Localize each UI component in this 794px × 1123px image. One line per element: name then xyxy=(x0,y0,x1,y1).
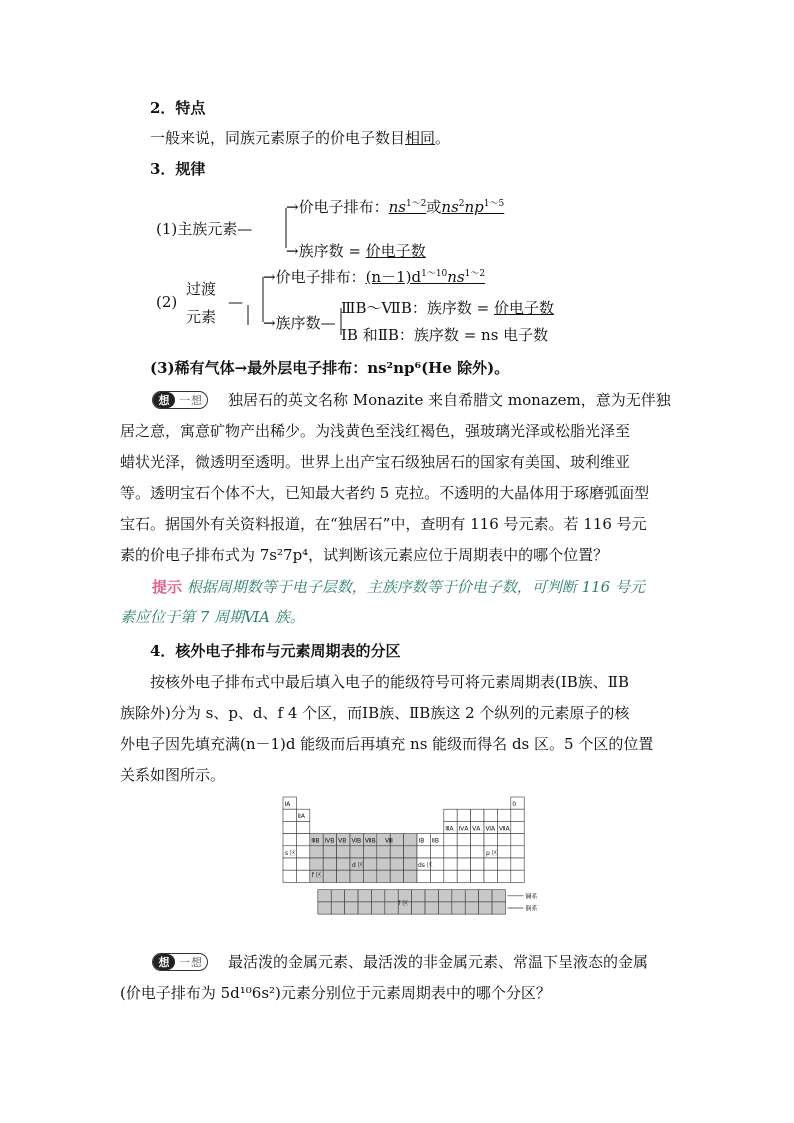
formula-sup: 2 xyxy=(458,199,465,209)
group-label: ⅥA xyxy=(485,825,496,833)
table-cell xyxy=(404,870,417,882)
rule1-branch2 xyxy=(286,240,426,261)
formula-part: ns xyxy=(441,198,459,216)
table-cell xyxy=(390,858,403,870)
table-cell xyxy=(350,846,363,858)
formula-part: np xyxy=(464,198,484,216)
f-block-cell xyxy=(425,890,438,902)
table-cell xyxy=(497,809,510,821)
text-segment: 一般来说，同族元素原子的价电子数目 xyxy=(150,129,406,147)
table-cell xyxy=(457,846,470,858)
table-cell xyxy=(444,870,457,882)
table-cell xyxy=(444,846,457,858)
table-cell xyxy=(404,834,417,846)
think-badge-key: 想 xyxy=(153,954,175,970)
rule2-branch2: →族序数— xyxy=(263,314,336,332)
formula-sup: 1～10 xyxy=(421,269,448,279)
formula-sup: 1～5 xyxy=(483,199,505,209)
table-cell xyxy=(323,858,336,870)
group-label: ⅤA xyxy=(472,825,481,833)
table-cell xyxy=(471,870,484,882)
hint-label: 提示 xyxy=(152,578,183,596)
f-block-cell xyxy=(452,902,465,914)
f-block-cell xyxy=(492,902,505,914)
table-cell xyxy=(484,858,497,870)
group-label: ⅥB xyxy=(351,837,362,845)
hint-text: 根据周期数等于电子层数，主族序数等于价电子数，可判断 116 号元 xyxy=(186,578,645,596)
table-cell xyxy=(457,809,470,821)
table-cell xyxy=(363,858,376,870)
underlined-answer: 相同 xyxy=(405,129,436,147)
table-cell xyxy=(430,846,443,858)
legend-label: 镧系 xyxy=(525,893,538,901)
formula-sup: 1～2 xyxy=(405,199,427,209)
group-label: ⅢA xyxy=(445,825,454,833)
think1-line: 蜡状光泽，微透明至透明。世界上出产宝石级独居石的国家有美国、玻利维亚 xyxy=(120,453,631,471)
block-label-f-main: f 区 xyxy=(311,871,322,879)
rule2-dash: — xyxy=(228,293,243,311)
table-cell xyxy=(417,870,430,882)
table-cell xyxy=(377,846,390,858)
table-cell xyxy=(457,870,470,882)
sec4-line: 族除外)分为 s、p、d、f 4 个区，而ⅠB族、ⅡB族这 2 个纵列的元素原子的核 xyxy=(120,704,630,722)
table-cell xyxy=(310,846,323,858)
f-block-cell xyxy=(438,890,451,902)
table-cell xyxy=(363,870,376,882)
sec4-line: 外电子因先填充满(n－1)d 能级而后再填充 ns 能级而得名 ds 区。5 个区的位置 xyxy=(120,735,654,753)
table-cell xyxy=(471,858,484,870)
f-block-cell xyxy=(371,890,384,902)
f-block-cell xyxy=(331,902,344,914)
think1-line: 宝石。据国外有关资料报道，在“独居石”中，查明有 116 号元素。若 116 号元 xyxy=(120,515,647,533)
think1-line: 独居石的英文名称 Monazite 来自希腊文 monazem，意为无伴独 xyxy=(228,391,671,409)
f-block-cell xyxy=(479,890,492,902)
think-badge xyxy=(152,391,208,409)
section-heading-2: 2．特点 xyxy=(150,99,206,117)
think1-line: 等。透明宝石个体不大，已知最大者约 5 克拉。不透明的大晶体用于琢磨弧面型 xyxy=(120,484,650,502)
table-cell xyxy=(296,870,309,882)
group-label: ⅣA xyxy=(458,825,469,833)
table-cell xyxy=(484,834,497,846)
group-label: ⅠA xyxy=(284,801,291,808)
table-cell xyxy=(511,858,524,870)
table-cell xyxy=(337,870,350,882)
table-cell xyxy=(283,809,296,821)
formula-part: ns xyxy=(388,198,406,216)
table-cell xyxy=(471,809,484,821)
f-block-cell xyxy=(331,890,344,902)
group-label: ⅦA xyxy=(498,825,510,833)
table-cell xyxy=(417,846,430,858)
table-cell xyxy=(471,834,484,846)
group-label: ⅣB xyxy=(324,837,335,845)
rule2-num: (2) xyxy=(156,293,178,311)
table-cell xyxy=(404,846,417,858)
rule3-text: (3)稀有气体→最外层电子排布：ns²np⁶(He 除外)。 xyxy=(150,359,510,377)
table-cell xyxy=(377,858,390,870)
f-block-cell xyxy=(358,902,371,914)
f-block-cell xyxy=(412,902,425,914)
f-block-cell xyxy=(385,902,398,914)
think1-line: 居之意，寓意矿物产出稀少。为浅黄色至浅红褐色，强玻璃光泽或松脂光泽至 xyxy=(120,422,631,440)
f-block-cell xyxy=(425,902,438,914)
table-cell xyxy=(457,858,470,870)
f-block-cell xyxy=(465,890,478,902)
table-cell xyxy=(296,858,309,870)
group-label: ⅡA xyxy=(297,813,305,821)
table-cell xyxy=(444,809,457,821)
table-cell xyxy=(511,821,524,833)
f-block-cell xyxy=(452,890,465,902)
text-segment: ⅢB～ⅦB：族序数 = xyxy=(341,299,494,317)
table-cell xyxy=(363,846,376,858)
table-cell xyxy=(444,858,457,870)
table-cell xyxy=(296,821,309,833)
table-cell xyxy=(323,870,336,882)
text-segment: →价电子排布： xyxy=(263,268,366,286)
table-cell xyxy=(283,870,296,882)
think-badge-text: 一想 xyxy=(179,956,203,969)
table-cell xyxy=(323,846,336,858)
table-cell xyxy=(390,846,403,858)
sec4-line: 关系如图所示。 xyxy=(120,766,226,784)
rule1-branch1 xyxy=(286,196,504,217)
group-label: ⅢB xyxy=(311,837,320,845)
sec4-line: 按核外电子排布式中最后填入电子的能级符号可将元素周期表(ⅠB族、ⅡB xyxy=(150,673,630,691)
table-cell xyxy=(484,809,497,821)
block-label-s: s 区 xyxy=(285,849,297,857)
table-cell xyxy=(350,870,363,882)
f-block-cell xyxy=(385,890,398,902)
table-cell xyxy=(430,870,443,882)
think2-line: 最活泼的金属元素、最活泼的非金属元素、常温下呈液态的金属 xyxy=(228,953,649,971)
formula-part: ns xyxy=(447,268,465,286)
rule2-sub2: ⅠB 和ⅡB：族序数 = ns 电子数 xyxy=(341,326,549,344)
group-label: ⅤB xyxy=(338,837,347,845)
group-label: ⅡB xyxy=(431,837,439,845)
table-cell xyxy=(444,834,457,846)
f-block-cell xyxy=(465,902,478,914)
text-segment: 。 xyxy=(435,129,451,147)
f-block-cell xyxy=(412,890,425,902)
text-segment: 或 xyxy=(426,198,442,216)
formula-sup: 1～2 xyxy=(464,269,486,279)
f-block-cell xyxy=(318,902,331,914)
table-cell xyxy=(497,846,510,858)
think-badge-key: 想 xyxy=(153,392,175,408)
table-cell xyxy=(511,834,524,846)
table-cell xyxy=(484,870,497,882)
think-badge xyxy=(152,953,208,971)
table-cell xyxy=(296,834,309,846)
f-block-cell xyxy=(318,890,331,902)
table-cell xyxy=(511,846,524,858)
f-block-cell xyxy=(345,902,358,914)
underlined-answer: 价电子数 xyxy=(365,242,426,260)
periodic-table-figure xyxy=(275,793,555,938)
text-segment: →族序数 = xyxy=(286,242,366,260)
hint-line-2: 素应位于第 7 周期ⅥA 族。 xyxy=(120,608,305,626)
think-badge-text: 一想 xyxy=(179,394,203,407)
table-cell xyxy=(283,834,296,846)
group-label: ⅠB xyxy=(418,837,425,845)
formula-part: (n－1)d xyxy=(365,268,422,286)
table-cell xyxy=(471,846,484,858)
f-block-cell xyxy=(492,890,505,902)
hint-line-1 xyxy=(152,576,645,598)
f-block-cell xyxy=(438,902,451,914)
f-block-cell xyxy=(479,902,492,914)
think1-line: 素的价电子排布式为 7s²7p⁴，试判断该元素应位于周期表中的哪个位置？ xyxy=(120,546,609,564)
section-heading-3: 3．规律 xyxy=(150,160,206,178)
rule2-branch1 xyxy=(263,266,485,287)
table-cell xyxy=(497,870,510,882)
table-cell xyxy=(497,834,510,846)
group-label: ⅦB xyxy=(364,837,376,845)
table-cell xyxy=(283,858,296,870)
group-label: 0 xyxy=(512,801,517,808)
table-cell xyxy=(497,858,510,870)
table-cell xyxy=(310,858,323,870)
table-cell xyxy=(296,846,309,858)
block-label-ds: ds 区 xyxy=(418,862,433,869)
block-label-d: d 区 xyxy=(352,862,364,869)
legend-label: 锕系 xyxy=(525,905,538,913)
rule1-label: (1)主族元素— xyxy=(156,220,253,238)
section-heading-4: 4．核外电子排布与元素周期表的分区 xyxy=(150,642,401,660)
table-cell xyxy=(337,846,350,858)
block-label-f: f 区 xyxy=(398,899,409,907)
table-cell xyxy=(283,821,296,833)
table-cell xyxy=(511,809,524,821)
rule2-label-bottom: 元素 xyxy=(186,308,217,326)
underlined-answer: 价电子数 xyxy=(493,299,554,317)
table-cell xyxy=(337,858,350,870)
f-block-cell xyxy=(371,902,384,914)
group-label: Ⅷ xyxy=(385,837,393,845)
rule2-sub1 xyxy=(341,297,554,318)
table-cell xyxy=(377,870,390,882)
think2-line: (价电子排布为 5d¹⁰6s²)元素分别位于元素周期表中的哪个分区？ xyxy=(120,984,551,1002)
text-segment: →价电子排布： xyxy=(286,198,389,216)
table-cell xyxy=(457,834,470,846)
f-block-cell xyxy=(345,890,358,902)
f-block-cell xyxy=(358,890,371,902)
table-cell xyxy=(404,858,417,870)
rule2-label-top: 过渡 xyxy=(186,280,217,298)
block-label-p: p 区 xyxy=(486,849,498,857)
table-cell xyxy=(511,870,524,882)
table-cell xyxy=(390,870,403,882)
